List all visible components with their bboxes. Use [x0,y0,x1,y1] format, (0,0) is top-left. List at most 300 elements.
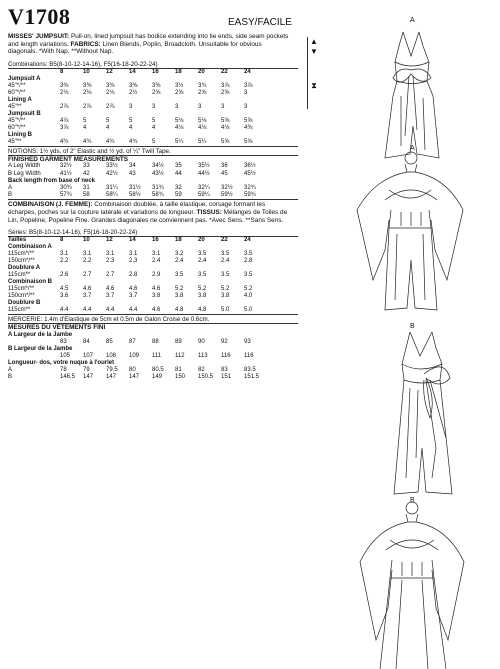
table-cell: 41½ [60,170,72,177]
table-row [8,125,267,132]
table-row-label: 45"*/** [8,82,26,89]
combinaison-text: Combinaison doublée, à taille élastique, corsage formant les écharpes, poches sur la couture latérale et variations de longueur. [8,201,266,216]
table-cell: 45½ [244,170,256,177]
size-header-cell: 20 [198,68,205,75]
table-cell: 4⅛ [198,124,207,131]
sizes-label: Tailles [8,237,27,244]
table-cell: 3.5 [175,272,184,279]
view-label-b1: B [410,323,415,330]
table-cell: 5⅛ [175,117,184,124]
size-header-cell: 22 [221,68,228,75]
table-cell: 2⅛ [60,89,69,96]
table-row [8,307,267,314]
table-row [8,178,267,185]
series-fr: Séries: B5(8-10-12-14-16), F5(16-18-20-22-24) [8,229,138,237]
table-cell: 2.8 [129,272,138,279]
table-row-label: 115cm*/** [8,251,35,258]
fgm-table [8,163,267,199]
table-cell: 111 [152,352,162,359]
table-cell: 2.7 [83,272,92,279]
fabrics-text: Linen Blends, Poplin, Broadcloth. Unsuitable for obvious diagonals. *With Nap. **Without Nap. [8,40,262,56]
table-cell: 36½ [244,163,256,170]
table-cell: 5⅝ [221,117,230,124]
table-cell: 2.4 [152,258,161,265]
size-header-cell: 10 [83,68,90,75]
table-row-label [8,339,60,346]
table-row [8,374,267,381]
table-cell: 151.5 [244,373,260,380]
table-row [8,171,267,178]
description-title: MISSES' JUMPSUIT: [8,33,70,40]
table-cell: 31½ [129,185,141,192]
view-b-back-illustration [350,500,475,669]
table-row [8,104,267,111]
table-cell: 3 [198,103,202,110]
size-header-cell: 8 [60,68,64,75]
table-cell: 3.8 [221,293,230,300]
size-header-cell: 12 [106,237,113,244]
size-header-cell: 14 [129,68,136,75]
table-cell: 33½ [106,163,118,170]
table-cell: 42½ [106,170,118,177]
table-cell: 5 [152,117,156,124]
table-cell: 2½ [129,89,138,96]
table-cell: 5.2 [221,286,230,293]
table-cell: 4.4 [106,307,115,314]
table-section-label: Lining A [8,96,32,103]
fgm-title: FINISHED GARMENT MEASUREMENTS [8,155,129,163]
table-cell: 3⅜ [60,82,69,89]
table-section-row [8,132,267,139]
table-cell: 45 [221,170,228,177]
table-row [8,360,267,367]
divider [8,146,298,147]
table-cell: 3.7 [129,293,138,300]
pattern-number: V1708 [8,4,71,29]
size-header-cell: 16 [152,68,159,75]
table-cell: 107 [83,352,94,359]
table-section-label: Lining B [8,131,32,138]
table-row [8,346,267,353]
table-cell: 3.8 [152,293,161,300]
table-row [8,332,267,339]
table-cell: 5⅝ [221,138,230,145]
table-row-label: 60"*/** [8,89,26,96]
view-label-a2: A [410,145,415,152]
table-cell: 3.5 [221,272,230,279]
table-cell: 3.7 [83,293,92,300]
table-cell: 2.4 [198,258,207,265]
table-cell: 5 [106,117,110,124]
table-cell: 2.3 [129,258,138,265]
size-header-cell: 18 [175,237,182,244]
table-cell: 83.5 [244,366,256,373]
table-cell: 3⅜ [129,82,138,89]
table-cell: 2.4 [175,258,184,265]
table-row-label: B Largeur de la Jambe [8,345,73,352]
table-cell: 43 [129,170,136,177]
table-cell: 2⅞ [60,103,69,110]
table-cell: 2.2 [60,258,69,265]
yardage-table-fr [8,237,267,314]
table-section-label: Doublure B [8,300,41,307]
table-section-row [8,300,267,307]
table-cell: 80.5 [152,366,164,373]
size-header-cell: 14 [129,237,136,244]
table-row-label: B [8,192,13,199]
table-row-label: B Leg Width [8,170,41,177]
table-cell: 93 [244,338,251,345]
difficulty-label: EASY/FACILE [228,17,292,28]
table-row-label [8,353,60,360]
view-label-a1: A [410,17,415,24]
table-cell: 2.2 [83,258,92,265]
view-label-b2: B [410,497,415,504]
table-cell: 5 [152,138,156,145]
table-cell: 83 [60,338,67,345]
yardage-table-en [8,69,267,146]
table-row-label: A Largeur de la Jambe [8,331,73,338]
table-cell: 4.5 [60,286,69,293]
table-row-label: 45"** [8,138,22,145]
table-cell: 31¼ [106,185,118,192]
table-section-row [8,76,267,83]
table-cell: 2⅝ [152,89,161,96]
sizes-header-row [8,69,267,76]
table-cell: 4.4 [129,307,138,314]
table-cell: 151 [221,373,232,380]
table-cell: 83 [221,366,228,373]
table-row [8,118,267,125]
table-cell: 5¼ [198,138,207,145]
table-cell: 3⅜ [83,82,92,89]
symbol-column [307,37,320,109]
table-row [8,286,267,293]
table-section-label: Combinaison A [8,244,52,251]
table-cell: 44½ [198,170,210,177]
table-cell: 3.5 [221,251,230,258]
table-cell: 34½ [152,163,164,170]
table-cell: 33 [83,163,90,170]
view-b-front-illustration [370,328,470,498]
table-cell: 4 [106,124,110,131]
table-cell: 31¾ [152,185,164,192]
table-cell: 4.8 [198,307,207,314]
table-cell: 4¾ [129,138,138,145]
table-cell: 2⅛ [83,89,92,96]
description-text: Pull-on, lined jumpsuit has bodice extending into tie ends, side seam pockets and length variations. [8,33,289,48]
table-cell: 109 [129,352,140,359]
table-cell: 5.0 [221,307,230,314]
size-header-cell: 24 [244,237,251,244]
table-row-label: B [8,373,13,380]
table-cell: 4.6 [152,307,161,314]
table-cell: 3 [244,89,248,96]
table-cell: 30¾ [60,185,72,192]
table-cell: 31 [83,185,90,192]
table-cell: 3 [221,103,225,110]
table-cell: 3.1 [83,251,92,258]
table-cell: 57¾ [60,192,72,199]
table-cell: 150 [175,373,186,380]
table-row [8,258,267,265]
table-cell: 3 [129,103,133,110]
table-row-label: 115cm*/** [8,286,35,293]
table-cell: 2⅞ [106,103,115,110]
divider [8,199,298,200]
table-row [8,139,267,146]
table-cell: 3⅜ [106,82,115,89]
table-cell: 5.2 [244,286,253,293]
table-cell: 116 [244,352,254,359]
table-section-label: Jumpsuit B [8,110,41,117]
table-cell: 58¾ [152,192,164,199]
table-row [8,272,267,279]
table-cell: 85 [106,338,113,345]
table-row [8,339,267,346]
table-row [8,251,267,258]
table-cell: 2⅝ [198,89,207,96]
table-cell: 147 [83,373,94,380]
sizes-label [8,69,60,76]
table-cell: 78 [60,366,67,373]
tissus-label: TISSUS: [196,208,222,216]
table-cell: 59¼ [198,192,210,199]
table-cell: 2⅞ [83,103,92,110]
table-cell: 79.5 [106,366,118,373]
size-header-cell: 12 [106,68,113,75]
table-row-label: Longueur- dos, votre nuque à l'ourlet [8,359,115,366]
table-section-row [8,279,267,286]
table-cell: 88 [152,338,159,345]
table-cell: 2.9 [152,272,161,279]
table-cell: 80 [129,366,136,373]
table-cell: 59½ [221,192,233,199]
combinations-en: Combinations: B5(8-10-12-14-16), F5(16-18-20-22-24) [8,60,158,68]
table-section-label: Doublure A [8,265,41,272]
table-cell: 3⅞ [244,82,253,89]
table-row-label: Back length from base of neck [8,177,96,184]
table-cell: 4.6 [129,286,138,293]
size-header-cell: 10 [83,237,90,244]
triangle-down-icon: ▼ [310,47,318,56]
table-cell: 3 [244,103,248,110]
table-cell: 92 [221,338,228,345]
table-cell: 2.6 [60,272,69,279]
size-header-cell: 18 [175,68,182,75]
table-row [8,83,267,90]
table-section-label: Combinaison B [8,279,53,286]
hourglass-icon: ⧗ [311,81,317,90]
table-cell: 81 [175,366,182,373]
table-cell: 4⅜ [244,124,253,131]
table-cell: 3.5 [198,251,207,258]
table-cell: 4.4 [83,307,92,314]
table-cell: 3.6 [60,293,69,300]
table-cell: 90 [198,338,205,345]
table-cell: 59¾ [244,192,256,199]
table-cell: 4.0 [244,293,253,300]
mercerie-fr: MERCERIE: 1.4m d'Elastique de 5cm et 0.5m de Galon Croisé de 0.6cm. [8,316,210,324]
table-cell: 2⅝ [175,89,184,96]
table-cell: 4.4 [60,307,69,314]
table-cell: 5⅝ [244,117,253,124]
size-header-cell: 22 [221,237,228,244]
table-row [8,90,267,97]
description-fr [8,201,292,224]
table-cell: 3.1 [60,251,69,258]
table-row-label: 60"*/** [8,124,26,131]
view-a-front-illustration [355,26,465,161]
table-row-label: 115cm** [8,272,31,279]
mesures-table [8,332,267,381]
table-cell: 3.1 [129,251,138,258]
table-cell: 32½ [60,163,72,170]
divider [8,314,298,315]
table-cell: 35 [175,163,182,170]
table-cell: 3⅜ [152,82,161,89]
table-row-label: 115cm** [8,307,31,314]
table-cell: 3⅞ [60,124,69,131]
table-cell: 58½ [129,192,141,199]
table-cell: 4⅞ [60,117,69,124]
table-cell: 4⅛ [221,124,230,131]
table-cell: 3.8 [175,293,184,300]
table-cell: 5.2 [175,286,184,293]
table-row-label: A [8,185,13,192]
table-cell: 3.1 [106,251,115,258]
table-row [8,367,267,374]
notions-en: NOTIONS: 1½ yds. of 2" Elastic and ½ yd. of ¼" Twill Tape. [8,147,171,155]
table-cell: 113 [198,352,208,359]
table-section-row [8,111,267,118]
table-cell: 3½ [175,82,184,89]
table-cell: 4 [152,124,156,131]
table-cell: 2.7 [106,272,115,279]
table-cell: 2.3 [106,258,115,265]
table-row-label: A [8,366,13,373]
size-header-cell: 8 [60,237,64,244]
table-cell: 32¼ [198,185,210,192]
table-cell: 32¾ [244,185,256,192]
table-cell: 58¼ [106,192,118,199]
view-a-back-illustration [345,150,475,315]
table-cell: 34 [129,163,136,170]
table-cell: 5⅝ [244,138,253,145]
mesures-title: MESURES DU VÊTEMENTS FINI [8,324,106,332]
table-cell: 105 [60,352,71,359]
table-cell: 5 [83,117,87,124]
table-cell: 5.2 [198,286,207,293]
table-cell: 4.6 [106,286,115,293]
table-section-label: Jumpsuit A [8,75,41,82]
table-cell: 36 [221,163,228,170]
table-section-row [8,244,267,251]
table-cell: 3.8 [198,293,207,300]
table-row-label: 45"*/** [8,117,26,124]
table-cell: 147 [106,373,117,380]
table-row [8,353,267,360]
table-cell: 42 [83,170,90,177]
table-cell: 3.5 [244,251,253,258]
table-cell: 108 [106,352,117,359]
table-row-label: 45"** [8,103,22,110]
table-cell: 2.4 [221,258,230,265]
description-en [8,33,292,56]
size-header-cell: 20 [198,237,205,244]
fabrics-label: FABRICS: [70,40,101,48]
table-cell: 2⅛ [106,89,115,96]
table-cell: 87 [129,338,136,345]
table-cell: 3⅞ [221,82,230,89]
table-cell: 112 [175,352,185,359]
table-cell: 4⅛ [175,124,184,131]
table-cell: 4.6 [83,286,92,293]
table-cell: 58 [83,192,90,199]
table-cell: 79 [83,366,90,373]
table-cell: 3¾ [198,82,207,89]
size-header-cell: 16 [152,237,159,244]
table-row [8,192,267,199]
table-cell: 3.7 [106,293,115,300]
table-cell: 32½ [221,185,233,192]
table-row-label: A Leg Width [8,163,41,170]
table-cell: 2⅝ [221,89,230,96]
table-cell: 59 [175,192,182,199]
instructions-column [8,6,298,381]
table-cell: 146.5 [60,373,76,380]
table-section-row [8,265,267,272]
table-cell: 3.5 [244,272,253,279]
table-cell: 3.2 [175,251,184,258]
size-header-cell: 24 [244,68,251,75]
combinaison-title: COMBINAISON (J. FEMME): [8,201,93,209]
triangle-up-icon: ▲ [310,37,318,46]
table-cell: 4.6 [152,286,161,293]
table-cell: 82 [198,366,205,373]
sizes-header-row [8,237,267,244]
table-row [8,293,267,300]
table-cell: 150.5 [198,373,214,380]
table-cell: 4¾ [83,138,92,145]
table-cell: 147 [129,373,140,380]
table-cell: 4 [129,124,133,131]
table-section-row [8,97,267,104]
table-cell: 3 [175,103,179,110]
table-cell: 5⅛ [198,117,207,124]
table-cell: 32 [175,185,182,192]
table-cell: 4¾ [106,138,115,145]
table-cell: 4.8 [175,307,184,314]
table-cell: 35½ [198,163,210,170]
table-cell: 5.0 [244,307,253,314]
tissus-text: Mélanges de Toiles de Lin, Popeline, Popeline Fine. Grandes diagonales ne conviennent pas. *Avec Sens. **Sans Sens. [8,208,288,224]
table-cell: 2.8 [244,258,253,265]
table-cell: 5 [129,117,133,124]
table-cell: 3.1 [152,251,161,258]
table-cell: 3.5 [198,272,207,279]
table-cell: 89 [175,338,182,345]
table-cell: 116 [221,352,231,359]
table-cell: 4 [83,124,87,131]
table-row-label: 150cm*/** [8,258,35,265]
table-row-label: 150cm*/** [8,293,35,300]
table-row [8,163,267,170]
table-cell: 5¼ [175,138,184,145]
table-cell: 44 [175,170,182,177]
table-cell: 43½ [152,170,164,177]
table-cell: 84 [83,338,90,345]
